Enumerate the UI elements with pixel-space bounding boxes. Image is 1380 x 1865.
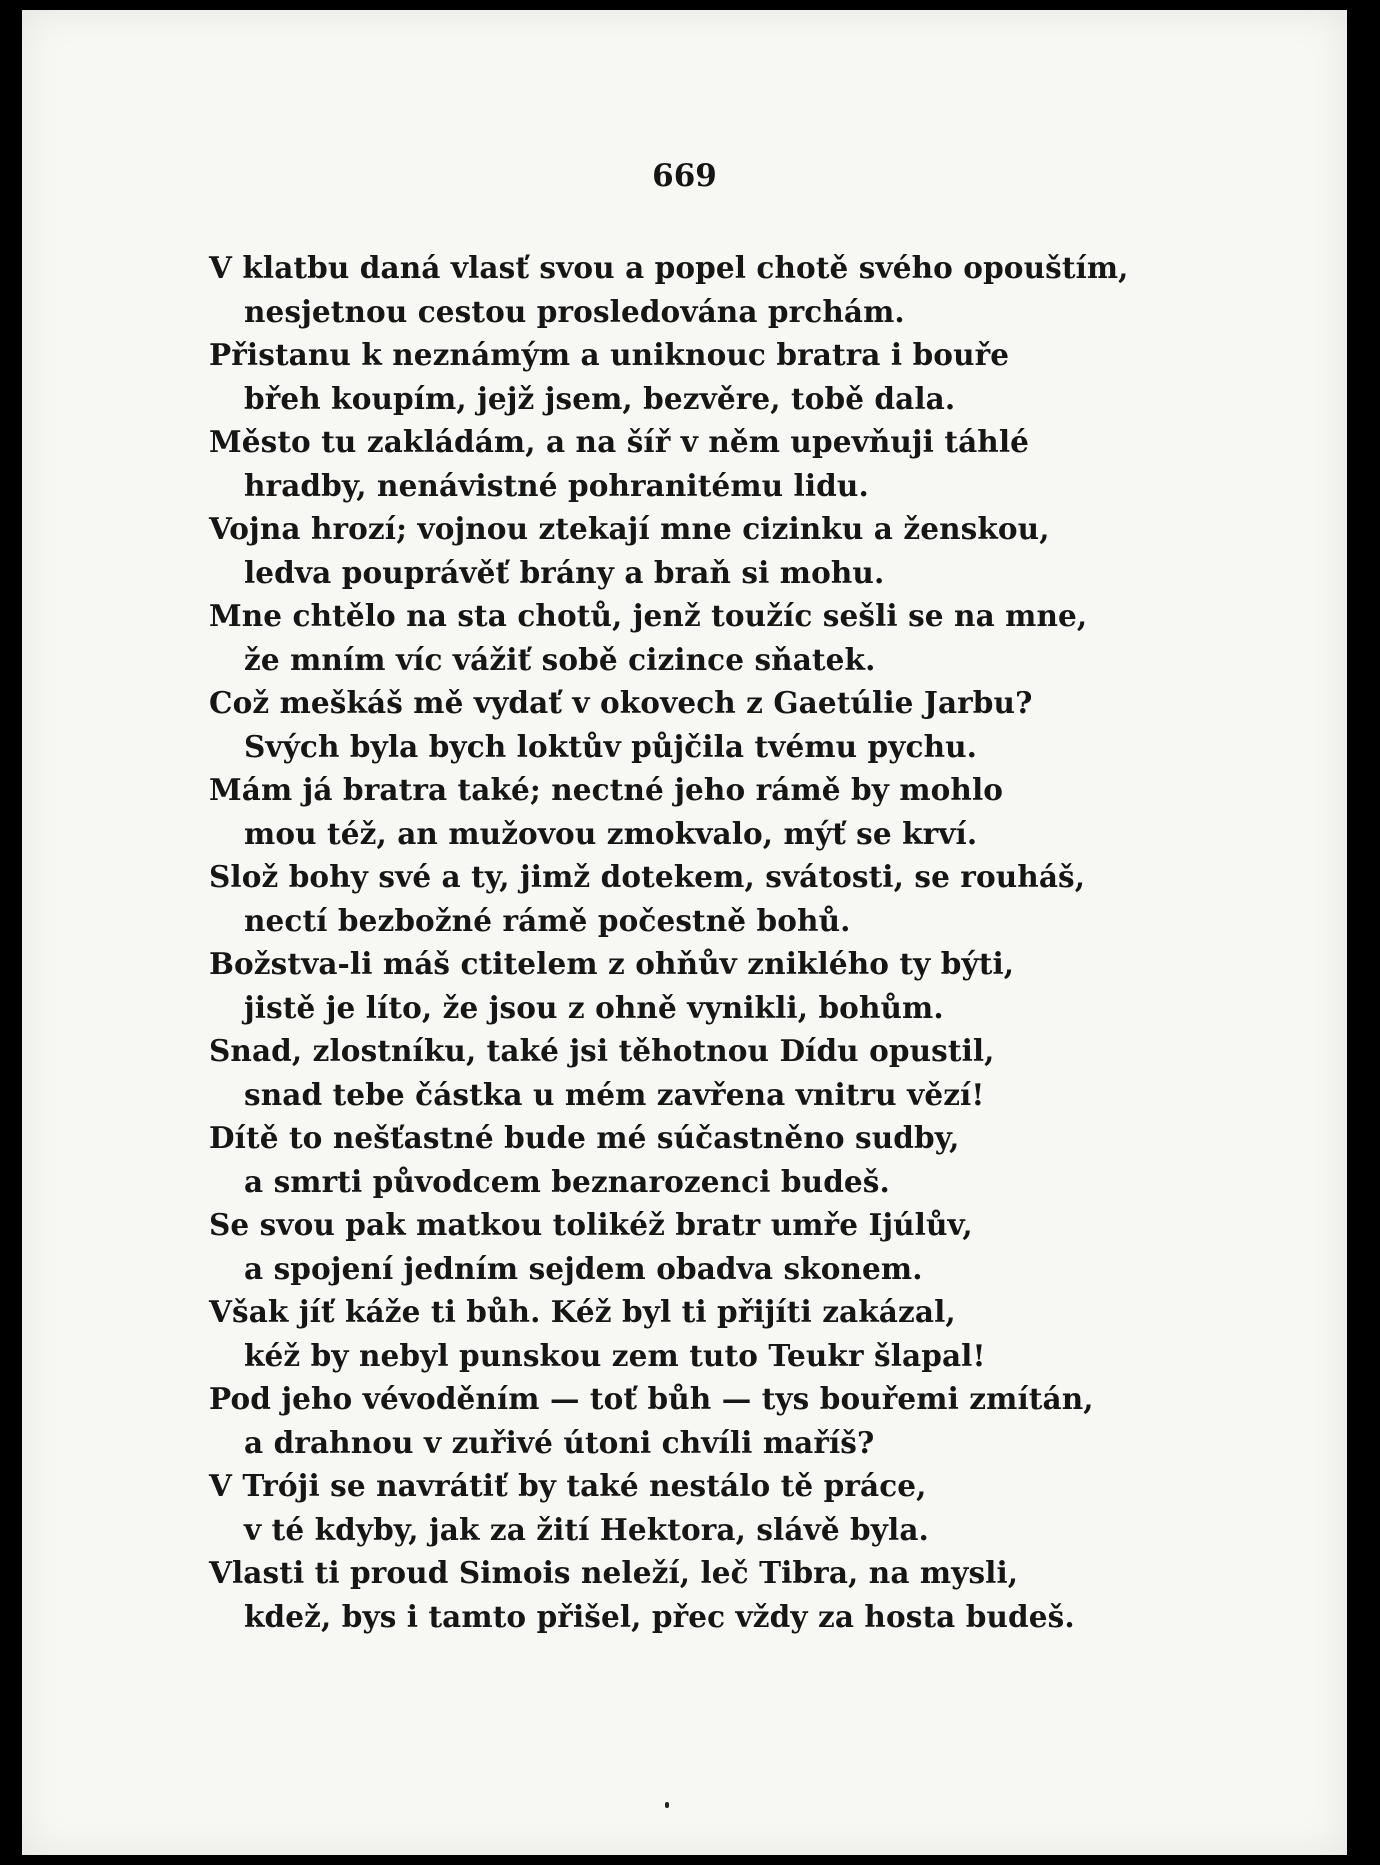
- poem-line: břeh koupím, jejž jsem, bezvěre, tobě dala.: [244, 380, 956, 416]
- poem-line: jistě je líto, že jsou z ohně vynikli, bohům.: [244, 989, 944, 1025]
- poem-line: V klatbu daná vlasť svou a popel chotě svého opouštím,: [209, 250, 1129, 285]
- page-number: 669: [652, 158, 717, 194]
- poem-line: Vojna hrozí; vojnou ztekají mne cizinku a ženskou,: [209, 511, 1050, 546]
- poem-line: snad tebe částka u mém zavřena vnitru vězí!: [244, 1076, 985, 1112]
- poem-line: Město tu zakládám, a na šíř v něm upevňuji táhlé: [209, 424, 1030, 459]
- poem-line: Vlasti ti proud Simois neleží, leč Tibra, na mysli,: [209, 1555, 1019, 1590]
- poem-line: mou též, an mužovou zmokvalo, mýť se krví.: [244, 815, 978, 851]
- ink-speck: [665, 1802, 669, 1808]
- poem-line: a smrti původcem beznarozenci budeš.: [244, 1163, 890, 1199]
- poem-line: nesjetnou cestou prosledována prchám.: [244, 293, 905, 329]
- poem-line: Slož bohy své a ty, jimž dotekem, svátosti, se rouháš,: [209, 859, 1086, 894]
- poem-line: kéž by nebyl punskou zem tuto Teukr šlapal!: [244, 1337, 986, 1373]
- poem-line: Přistanu k neznámým a uniknouc bratra i bouře: [209, 337, 1010, 372]
- poem-line: Mne chtělo na sta chotů, jenž toužíc sešli se na mne,: [209, 598, 1088, 633]
- poem-line: Mám já bratra také; nectné jeho rámě by mohlo: [209, 772, 1004, 807]
- poem-line: Však jíť káže ti bůh. Kéž byl ti přijíti zakázal,: [209, 1294, 956, 1329]
- poem-line: Božstva-li máš ctitelem z ohňův zniklého ty býti,: [209, 946, 1015, 981]
- poem-line: Což meškáš mě vydať v okovech z Gaetúlie Jarbu?: [209, 685, 1033, 720]
- poem-line: Pod jeho vévoděním — toť bůh — tys bouřemi zmítán,: [209, 1381, 1094, 1416]
- poem-text: [209, 246, 1209, 1638]
- poem-line: Snad, zlostníku, také jsi těhotnou Dídu opustil,: [209, 1033, 995, 1068]
- poem-line: v té kdyby, jak za žití Hektora, slávě byla.: [244, 1511, 929, 1547]
- poem-line: a spojení jedním sejdem obadva skonem.: [244, 1250, 923, 1286]
- poem-line: hradby, nenávistné pohranitému lidu.: [244, 467, 869, 503]
- poem-line: Dítě to nešťastné bude mé súčastněno sudby,: [209, 1120, 960, 1155]
- poem-line: ledva pouprávěť brány a braň si mohu.: [244, 554, 885, 590]
- poem-line: kdež, bys i tamto přišel, přec vždy za hosta budeš.: [244, 1598, 1075, 1634]
- poem-line: Se svou pak matkou tolikéž bratr umře Ijúlův,: [209, 1207, 973, 1242]
- poem-line: V Tróji se navrátiť by také nestálo tě práce,: [209, 1468, 927, 1503]
- poem-line: Svých byla bych loktův půjčila tvému pychu.: [244, 728, 978, 764]
- poem-line: že mním víc vážiť sobě cizince sňatek.: [244, 641, 876, 677]
- poem-line: a drahnou v zuřivé útoni chvíli maříš?: [244, 1424, 875, 1460]
- book-page: [22, 10, 1347, 1855]
- poem-line: nectí bezbožné rámě počestně bohů.: [244, 902, 851, 938]
